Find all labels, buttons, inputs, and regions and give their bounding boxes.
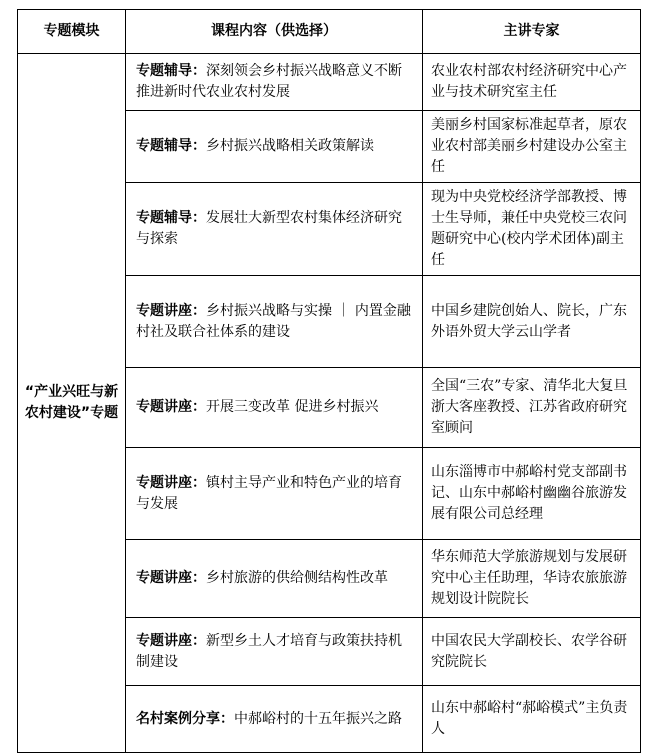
course-cell bbox=[126, 111, 423, 183]
course-title: 发展壮大新型农村集体经济研究与探索 bbox=[136, 210, 402, 247]
table-header-row bbox=[18, 10, 641, 54]
course-table-wrapper bbox=[17, 9, 640, 753]
course-title: 深刻领会乡村振兴战略意义不断推进新时代农业农村发展 bbox=[136, 63, 402, 100]
course-type: 专题讲座： bbox=[136, 632, 206, 649]
expert-cell: 现为中央党校经济学部教授、博士生导师，兼任中央党校三农问题研究中心(校内学术团体)副主任 bbox=[423, 183, 641, 276]
course-table bbox=[17, 9, 641, 753]
expert-cell: 华东师范大学旅游规划与发展研究中心主任助理，华诗农旅旅游规划设计院院长 bbox=[423, 540, 641, 618]
expert-cell: 农业农村部农村经济研究中心产业与技术研究室主任 bbox=[423, 54, 641, 111]
course-type: 专题辅导： bbox=[136, 210, 206, 226]
course-title: 开展三变改革 促进乡村振兴 bbox=[206, 399, 379, 415]
expert-cell: 中国乡建院创始人、院长，广东外语外贸大学云山学者 bbox=[423, 276, 641, 368]
expert-cell: 山东淄博市中郝峪村党支部副书记、山东中郝峪村幽幽谷旅游发展有限公司总经理 bbox=[423, 448, 641, 540]
expert-cell: 全国“三农”专家、清华北大复旦浙大客座教授、江苏省政府研究室顾问 bbox=[423, 368, 641, 448]
header-expert: 主讲专家 bbox=[423, 10, 641, 54]
course-cell bbox=[126, 618, 423, 686]
course-type: 专题辅导： bbox=[136, 138, 206, 154]
course-cell bbox=[126, 686, 423, 753]
expert-cell: 山东中郝峪村“郝峪模式”主负责人 bbox=[423, 686, 641, 753]
expert-cell: 美丽乡村国家标准起草者，原农业农村部美丽乡村建设办公室主任 bbox=[423, 111, 641, 183]
course-type: 专题讲座： bbox=[136, 399, 206, 415]
course-cell bbox=[126, 368, 423, 448]
course-cell bbox=[126, 276, 423, 368]
header-course: 课程内容（供选择） bbox=[126, 10, 423, 54]
course-cell bbox=[126, 540, 423, 618]
expert-cell: 中国农民大学副校长、农学谷研究院院长 bbox=[423, 618, 641, 686]
course-title: 乡村振兴战略与实操 ｜ 内置金融村社及联合社体系的建设 bbox=[136, 302, 411, 340]
course-type: 专题讲座： bbox=[136, 570, 206, 586]
course-type: 专题辅导： bbox=[136, 63, 206, 79]
header-module: 专题模块 bbox=[18, 10, 126, 54]
course-type: 专题讲座： bbox=[136, 302, 206, 319]
course-title: 镇村主导产业和特色产业的培育与发展 bbox=[136, 474, 402, 512]
module-name: “产业兴旺与新农村建设”专题 bbox=[24, 384, 119, 421]
course-cell bbox=[126, 183, 423, 276]
course-title: 中郝峪村的十五年振兴之路 bbox=[234, 710, 402, 727]
course-type: 名村案例分享： bbox=[136, 710, 234, 727]
course-cell bbox=[126, 448, 423, 540]
module-name-cell bbox=[18, 54, 126, 753]
course-title: 乡村旅游的供给侧结构性改革 bbox=[206, 570, 388, 586]
course-cell bbox=[126, 54, 423, 111]
course-title: 乡村振兴战略相关政策解读 bbox=[206, 138, 374, 154]
course-type: 专题讲座： bbox=[136, 474, 206, 491]
course-title: 新型乡土人才培育与政策扶持机制建设 bbox=[136, 632, 402, 670]
table-row bbox=[18, 54, 641, 111]
